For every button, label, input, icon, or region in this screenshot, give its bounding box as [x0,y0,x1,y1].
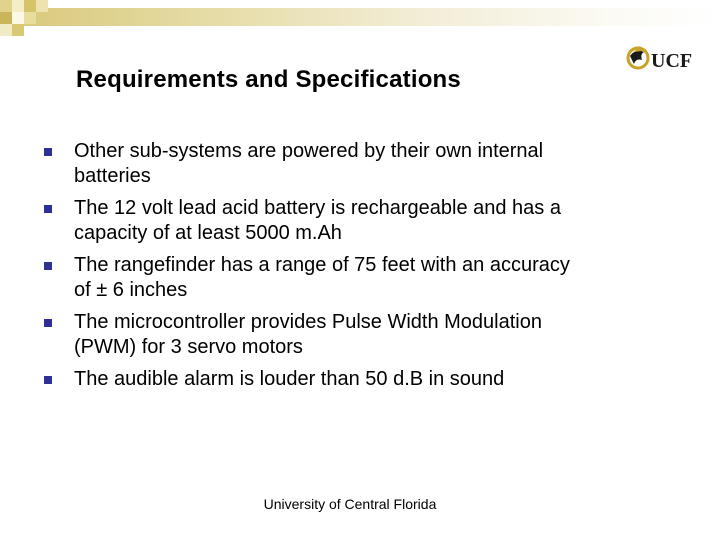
square-bullet-icon [44,262,52,270]
bullet-list [44,139,684,399]
bullet-text-line: capacity of at least 5000 m.Ah [74,222,342,244]
bullet-text-line: (PWM) for 3 servo motors [74,336,303,358]
bullet-text-line: batteries [74,165,151,187]
ucf-pegasus-logo-icon [624,42,704,74]
deco-square [24,12,36,24]
bullet-item [44,310,684,360]
deco-square [24,0,36,12]
bullet-text-line: The microcontroller provides Pulse Width Modulation [74,311,542,333]
deco-square [0,24,12,36]
square-bullet-icon [44,205,52,213]
deco-square [0,12,12,24]
bullet-item [44,196,684,246]
logo-text: UCF [651,50,693,72]
deco-square [36,0,48,12]
bullet-item [44,139,684,189]
square-bullet-icon [44,376,52,384]
bullet-item [44,253,684,303]
deco-square [12,0,24,12]
square-bullet-icon [44,319,52,327]
bullet-text-line: of ± 6 inches [74,279,188,301]
deco-square [12,12,24,24]
band-gradient [0,8,720,26]
bullet-text-line: The audible alarm is louder than 50 d.B in sound [74,368,505,390]
deco-square [0,0,12,12]
bullet-item [44,367,684,392]
bullet-text-line: The rangefinder has a range of 75 feet with an accuracy [74,254,570,276]
ucf-logo [624,42,704,74]
square-bullet-icon [44,148,52,156]
deco-square [12,24,24,36]
top-decorative-band [0,0,720,40]
bullet-text-line: The 12 volt lead acid battery is rechargeable and has a [74,197,561,219]
slide-footer: University of Central Florida [263,496,437,512]
bullet-text-line: Other sub-systems are powered by their own internal [74,140,544,162]
slide-title: Requirements and Specifications [76,66,461,93]
